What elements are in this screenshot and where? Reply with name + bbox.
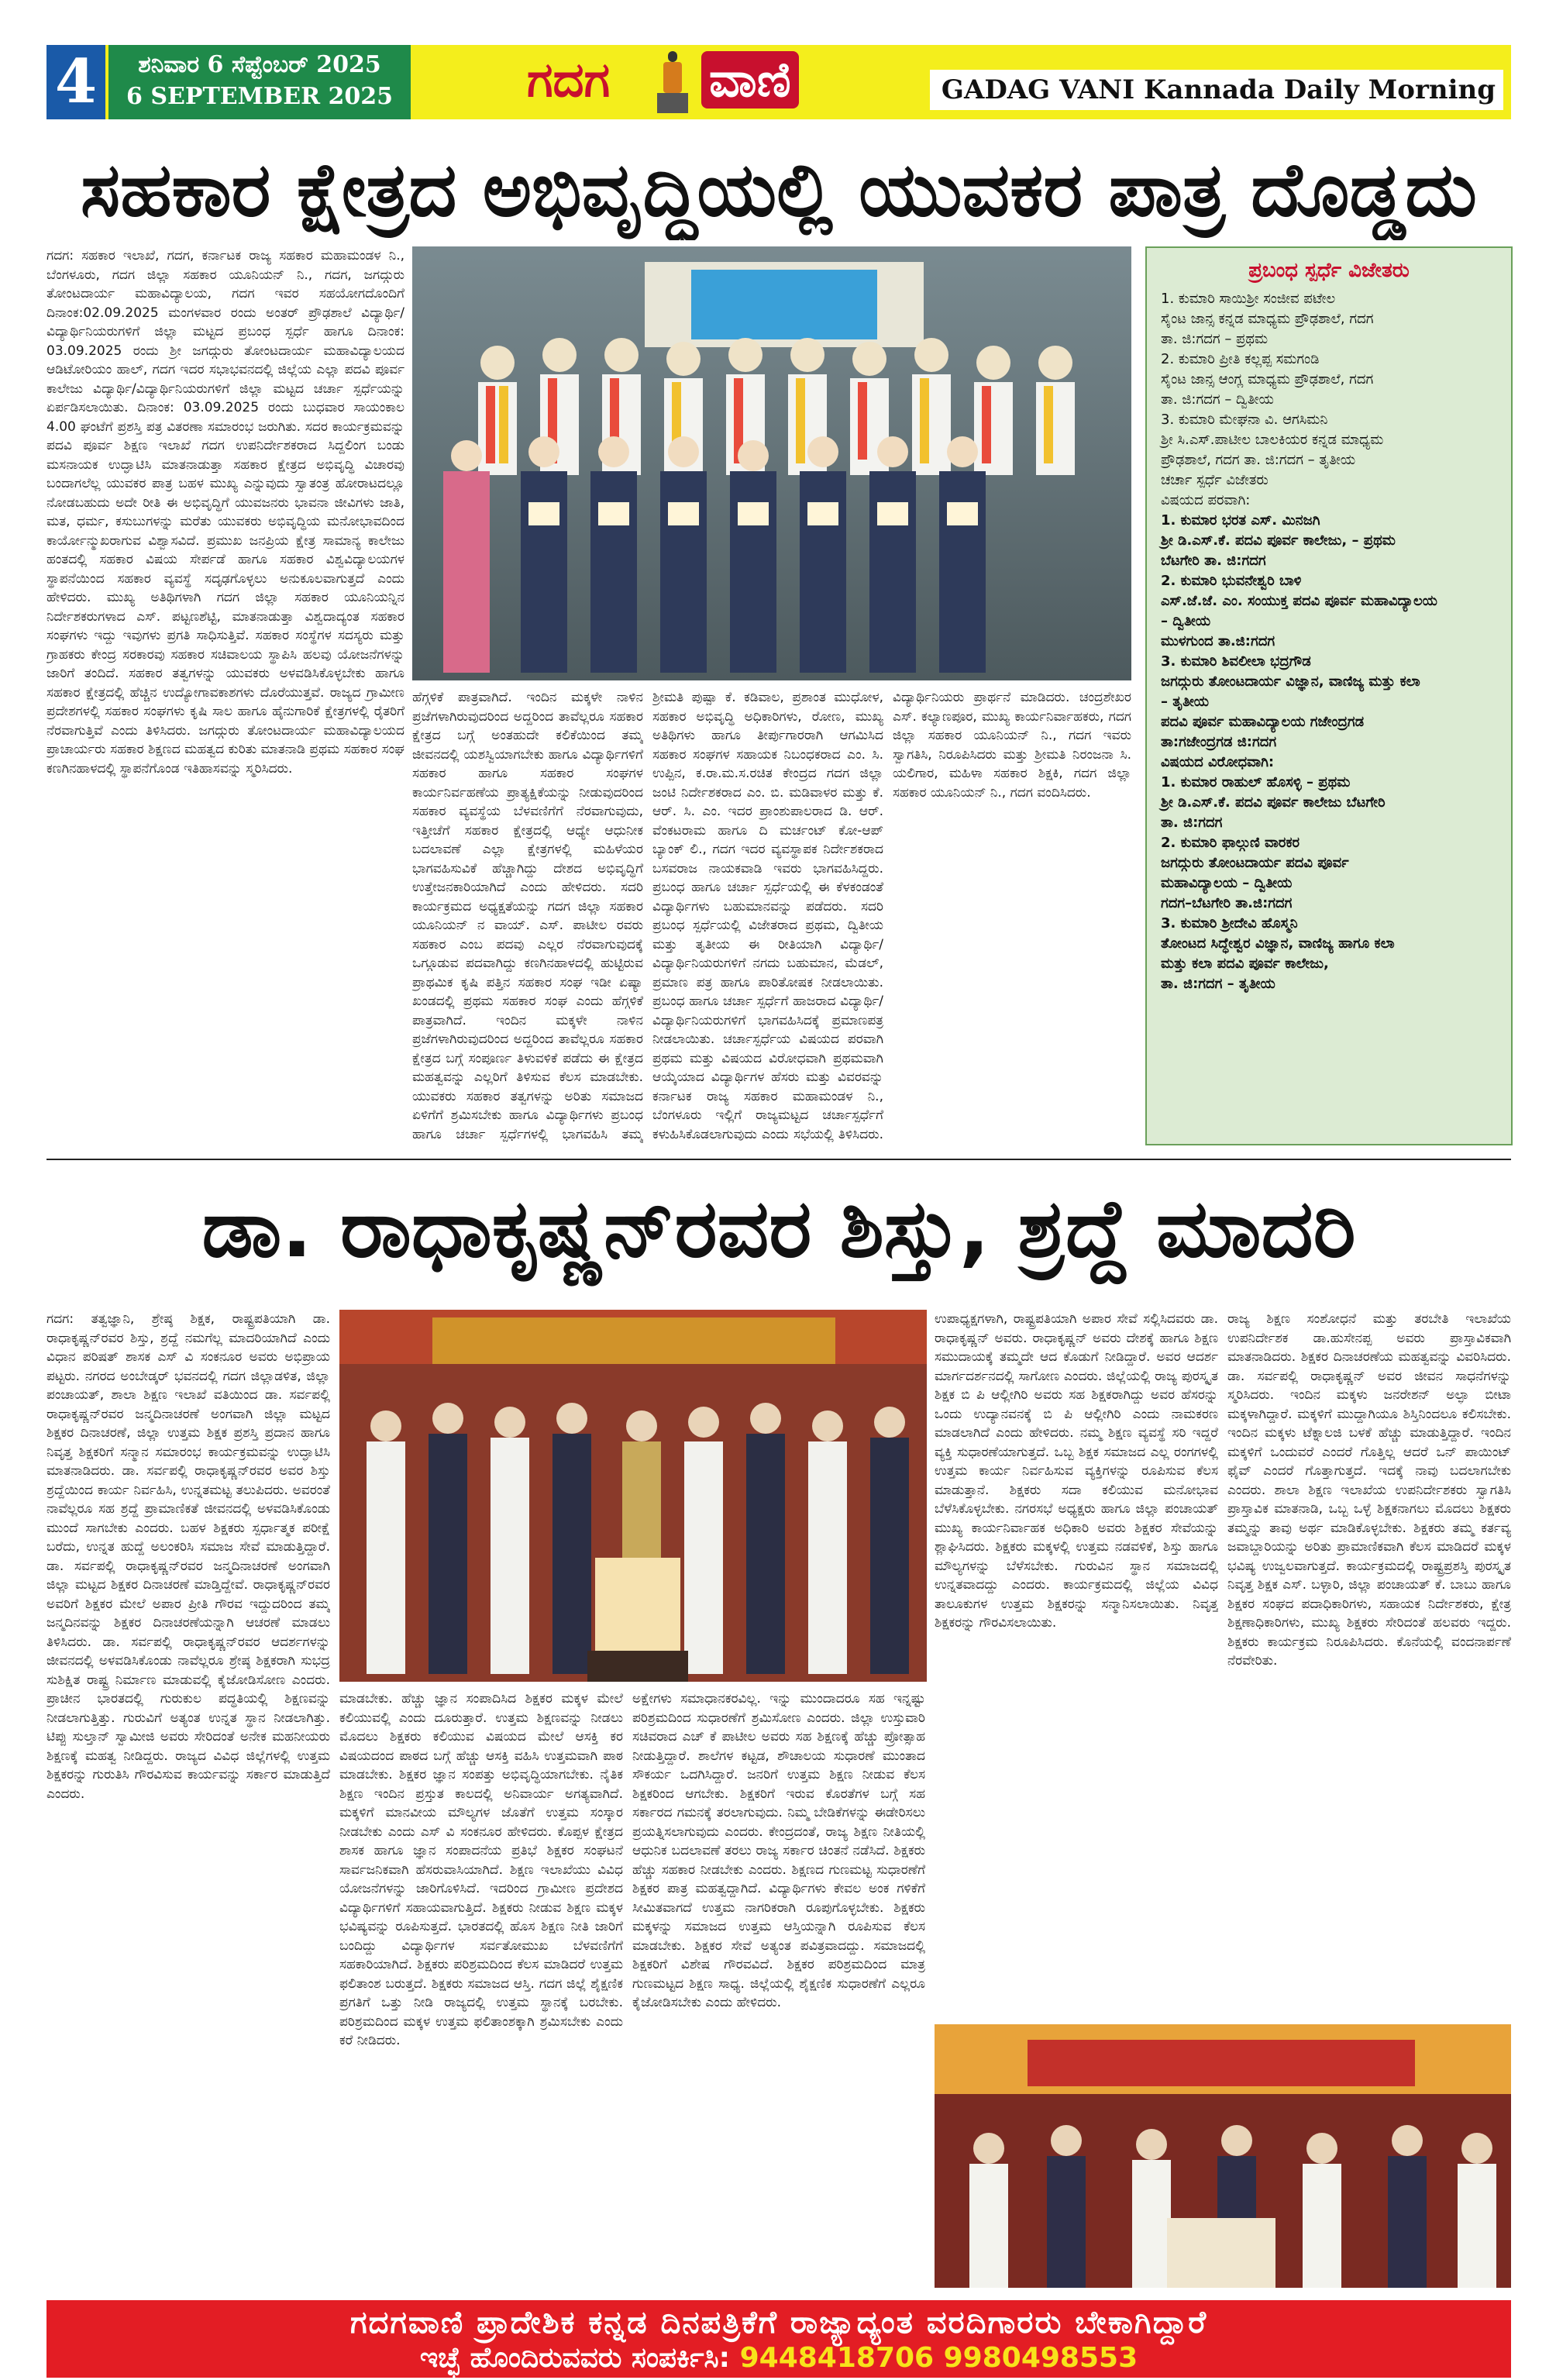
article1-headline: ಸಹಕಾರ ಕ್ಷೇತ್ರದ ಅಭಿವೃದ್ಧಿಯಲ್ಲಿ ಯುವಕರ ಪಾತ್ರ ದೊಡ್ಡದು xyxy=(81,146,1477,233)
footer-phone[interactable]: 9448418706 9980498553 xyxy=(739,2342,1138,2374)
article1-column-1 xyxy=(46,246,404,1145)
winner-line: 3. ಕುಮಾರಿ ಶಿವಲೀಲಾ ಭದ್ರಗೌಡ xyxy=(1161,653,1311,670)
logo-text-right: ವಾಣಿ xyxy=(701,51,799,108)
winner-line: – ತೃತೀಯ xyxy=(1161,694,1210,710)
winner-line: ವಿಷಯದ ಪರವಾಗಿ: xyxy=(1161,492,1251,508)
winner-line: ಪ್ರೌಢಶಾಲೆ, ಗದಗ ತಾ. ಜಿ:ಗದಗ – ತೃತೀಯ xyxy=(1161,452,1356,468)
date-box xyxy=(108,45,411,119)
article2-column-1 xyxy=(46,1310,330,2288)
winner-line: ತಾ. ಜಿ:ಗದಗ – ಪ್ರಥಮ xyxy=(1161,331,1269,347)
winner-line: ಮತ್ತು ಕಲಾ ಪದವಿ ಪೂರ್ವ ಕಾಲೇಜು, xyxy=(1161,956,1329,972)
statue-logo-icon xyxy=(649,46,696,118)
winner-line: 1. ಕುಮಾರ ರಾಹುಲ್ ಹೊಸಳ್ಳಿ – ಪ್ರಥಮ xyxy=(1161,774,1351,790)
footer-line-1: ಗದಗವಾಣಿ ಪ್ರಾದೇಶಿಕ ಕನ್ನಡ ದಿನಪತ್ರಿಕೆಗೆ ರಾಜ್ಯಾದ್ಯಂತ ವರದಿಗಾರರು ಬೇಕಾಗಿದ್ದಾರೆ xyxy=(349,2305,1208,2340)
winner-line: ಮುಳಗುಂದ ತಾ.ಜಿ:ಗದಗ xyxy=(1161,633,1275,649)
winner-line: ಜಗದ್ಗುರು ತೋಂಟದಾರ್ಯ ಪದವಿ ಪೂರ್ವ xyxy=(1161,855,1349,871)
article2-column-3 xyxy=(632,1689,925,2288)
cake-cutting-photo-icon xyxy=(339,1310,927,1682)
winner-line: ಬೆಟಗೇರಿ ತಾ. ಜಿ:ಗದಗ xyxy=(1161,553,1266,569)
article2-column-2 xyxy=(339,1689,623,2288)
article2-col1-text: ಗದಗ: ತತ್ವಜ್ಞಾನಿ, ಶ್ರೇಷ್ಠ ಶಿಕ್ಷಕ, ರಾಷ್ಟ್ರಪತಿಯಾಗಿ ಡಾ. ರಾಧಾಕೃಷ್ಣನ್‌ರವರ ಶಿಸ್ತು, ಶ್ರದ್ದೆ ನಮಗೆಲ್ಲ ಮಾದರಿಯಾಗಿದೆ ಎಂದು ವಿಧಾನ ಪರಿಷತ್ ಶಾಸಕ ಎಸ್ ವಿ ಸಂಕನೂರ ಅವರು ಅಭಿಪ್ರಾಯ ಪಟ್ಟರು. ನಗರದ ಅಂಬೇಡ್ಕರ್ ಭವನದಲ್ಲಿ ಗದಗ ಜಿಲ್ಲಾಡಳಿತ, ಜಿಲ್ಲಾ ಪಂಚಾಯತ್, ಶಾಲಾ ಶಿಕ್ಷಣ ಇಲಾಖೆ ವತಿಯಿಂದ ಡಾ. ಸರ್ವಪಲ್ಲಿ ರಾಧಾಕೃಷ್ಣನ್‌ರವರ ಜನ್ಮದಿನಾಚರಣೆ ಅಂಗವಾಗಿ ಜಿಲ್ಲಾ ಮಟ್ಟದ ಶಿಕ್ಷಕರ ದಿನಾಚರಣೆ, ಜಿಲ್ಲಾ ಉತ್ತಮ ಶಿಕ್ಷಕ ಪ್ರಶಸ್ತಿ ಪ್ರದಾನ ಹಾಗೂ ನಿವೃತ್ತ ಶಿಕ್ಷಕರಿಗೆ ಸನ್ಮಾನ ಸಮಾರಂಭ ಕಾರ್ಯಕ್ರಮವನ್ನು ಉದ್ಘಾಟಿಸಿ ಮಾತನಾಡಿದರು. ಡಾ. ಸರ್ವಪಲ್ಲಿ ರಾಧಾಕೃಷ್ಣನ್‌ರವರ ಅವರ ಶಿಸ್ತು ಶ್ರದ್ದೆಯಿಂದ ಕಾರ್ಯ ನಿರ್ವಹಿಸಿ, ಉನ್ನತಮಟ್ಟ ತಲುಪಿದರು. ಅವರಂತೆ ನಾವೆಲ್ಲರೂ ಸಹ ಶ್ರದ್ದೆ ಪ್ರಾಮಾಣಿಕತೆ ಜೀವನದಲ್ಲಿ ಅಳವಡಿಸಿಕೊಂಡು ಮುಂದೆ ಸಾಗಬೇಕು ಎಂದರು. ಬಹಳ ಶಿಕ್ಷಕರು ಸ್ಪರ್ಧಾತ್ಮಕ ಪರೀಕ್ಷೆ ಬರೆದು, ಉನ್ನತ ಹುದ್ದೆ ಅಲಂಕರಿಸಿ ಸಮಾಜ ಸೇವೆ ಮಾಡುತ್ತಿದ್ದಾರೆ. ಡಾ. ಸರ್ವಪಲ್ಲಿ ರಾಧಾಕೃಷ್ಣನ್‌ರವರ ಜನ್ಮದಿನಾಚರಣೆ ಅಂಗವಾಗಿ ಜಿಲ್ಲಾ ಮಟ್ಟದ ಶಿಕ್ಷಕರ ದಿನಾಚರಣೆ ಮಾಡ್ತಿದ್ದೇವೆ. ರಾಧಾಕೃಷ್ಣನ್‌ರವರ ಅವರಿಗೆ ಶಿಕ್ಷಕರ ಮೇಲೆ ಅಪಾರ ಪ್ರೀತಿ ಗೌರವ ಇದ್ದುದರಿಂದ ತಮ್ಮ ಜನ್ಮದಿನವನ್ನು ಶಿಕ್ಷಕರ ದಿನಾಚರಣೆಯನ್ನಾಗಿ ಆಚರಣೆ ಮಾಡಲು ತಿಳಿಸಿದರು. ಡಾ. ಸರ್ವಪಲ್ಲಿ ರಾಧಾಕೃಷ್ಣನ್‌ರವರ ಆದರ್ಶಗಳನ್ನು ಜೀವನದಲ್ಲಿ ಅಳವಡಿಸಿಕೊಂಡು ನಾವೆಲ್ಲರೂ ಶ್ರೇಷ್ಠ ಶಿಕ್ಷಕರಾಗಿ ಸುಭದ್ರ ಸುಶಿಕ್ಷಿತ ರಾಷ್ಟ್ರ ನಿರ್ಮಾಣ ಮಾಡುವಲ್ಲಿ ಕೈಜೋಡಿಸೋಣ ಎಂದರು. ಪ್ರಾಚೀನ ಭಾರತದಲ್ಲಿ ಗುರುಕುಲ ಪದ್ಧತಿಯಲ್ಲಿ ಶಿಕ್ಷಣವನ್ನು ನೀಡಲಾಗುತ್ತಿತ್ತು. ಗುರುವಿಗೆ ಅತ್ಯಂತ ಉನ್ನತ ಸ್ಥಾನ ನೀಡಲಾಗಿತ್ತು. ಟಿಪ್ಪು ಸುಲ್ತಾನ್ ಸ್ವಾಮೀಜಿ ಅವರು ಸೇರಿದಂತೆ ಅನೇಕ ಮಹನೀಯರು ಶಿಕ್ಷಣಕ್ಕೆ ಮಹತ್ವ ನೀಡಿದ್ದರು. ರಾಜ್ಯದ ವಿವಿಧ ಜಿಲ್ಲೆಗಳಲ್ಲಿ ಉತ್ತಮ ಶಿಕ್ಷಕರನ್ನು ಗುರುತಿಸಿ ಗೌರವಿಸುವ ಕಾರ್ಯವನ್ನು ಸರ್ಕಾರ ಮಾಡುತ್ತಿದೆ ಎಂದರು. xyxy=(46,1311,330,1802)
page-number: 4 xyxy=(46,45,105,119)
article2-photo xyxy=(339,1310,927,1682)
article1-column-4 xyxy=(893,688,1131,1145)
article1-col3-text: ಶ್ರೀಮತಿ ಪುಷ್ಪಾ ಕೆ. ಕಡಿವಾಲ, ಪ್ರಶಾಂತ ಮುಧೋಳ, ಸಹಕಾರ ಅಭಿವೃದ್ಧಿ ಅಧಿಕಾರಿಗಳು, ರೋಣ, ಮುಖ್ಯ ಅತಿಥಿಗಳು ಹಾಗೂ ತೀರ್ಪುಗಾರರಾಗಿ ಆಗಮಿಸಿದ ಸಹಕಾರ ಸಂಘಗಳ ಸಹಾಯಕ ನಿಬಂಧಕರಾದ ಎಂ. ಸಿ. ಉಪ್ಪಿನ, ಕ.ರಾ.ಮ.ಸ.ರಚಿತ ಕೇಂದ್ರದ ಗದಗ ಜಿಲ್ಲಾ ಜಂಟಿ ನಿರ್ದೇಶಕರಾದ ಎಂ. ಬಿ. ಮಡಿವಾಳರ ಮತ್ತು ಕೆ. ಆರ್. ಸಿ. ಎಂ. ಇದರ ಪ್ರಾಂಶುಪಾಲರಾದ ಡಿ. ಆರ್. ವೆಂಕಟರಾಮ ಹಾಗೂ ದಿ ಮರ್ಚಂಟ್ ಕೋ-ಆಪ್ ಬ್ಯಾಂಕ್ ಲಿ., ಗದಗ ಇದರ ವ್ಯವಸ್ಥಾಪಕ ನಿರ್ದೇಶಕರಾದ ಬಸವರಾಜ ನಾಯಕವಾಡಿ ಇವರು ಭಾಗವಹಿಸಿದ್ದರು. ಪ್ರಬಂಧ ಹಾಗೂ ಚರ್ಚಾ ಸ್ಪರ್ಧೆಯಲ್ಲಿ ಈ ಕೆಳಕಂಡಂತೆ ವಿದ್ಯಾರ್ಥಿಗಳು ಬಹುಮಾನವನ್ನು ಪಡೆದರು. ಸದರಿ ಪ್ರಬಂಧ ಸ್ಪರ್ಧೆಯಲ್ಲಿ ವಿಜೇತರಾದ ಪ್ರಥಮ, ದ್ವಿತೀಯ ಮತ್ತು ತೃತೀಯ ಈ ರೀತಿಯಾಗಿ ವಿದ್ಯಾರ್ಥಿ/ವಿದ್ಯಾರ್ಥಿನಿಯರುಗಳಿಗೆ ನಗದು ಬಹುಮಾನ, ಮೆಡಲ್, ಪ್ರಮಾಣ ಪತ್ರ ಹಾಗೂ ಪಾರಿತೋಷಕ ನೀಡಲಾಯಿತು. ಪ್ರಬಂಧ ಹಾಗೂ ಚರ್ಚಾ ಸ್ಪರ್ಧೆಗೆ ಹಾಜರಾದ ವಿದ್ಯಾರ್ಥಿ/ವಿದ್ಯಾರ್ಥಿನಿಯರುಗಳಿಗೆ ಭಾಗವಹಿಸಿದಕ್ಕೆ ಪ್ರಮಾಣಪತ್ರ ನೀಡಲಾಯಿತು. ಚರ್ಚಾಸ್ಪರ್ಧೆಯ ವಿಷಯದ ಪರವಾಗಿ ಪ್ರಥಮ ಮತ್ತು ವಿಷಯದ ವಿರೋಧವಾಗಿ ಪ್ರಥಮವಾಗಿ ಆಯ್ಕೆಯಾದ ವಿದ್ಯಾರ್ಥಿಗಳ ಹೆಸರು ಮತ್ತು ವಿವರವನ್ನು ಕರ್ನಾಟಕ ರಾಜ್ಯ ಸಹಕಾರ ಮಹಾಮಂಡಳ ನಿ., ಬೆಂಗಳೂರು ಇಲ್ಲಿಗೆ ರಾಜ್ಯಮಟ್ಟದ ಚರ್ಚಾಸ್ಪರ್ಧೆಗೆ ಕಳುಹಿಸಿಕೊಡಲಾಗುವುದು ಎಂದು ಸಭೆಯಲ್ಲಿ ತಿಳಿಸಿದರು. xyxy=(652,690,883,1142)
winners-title: ಪ್ರಬಂಧ ಸ್ಪರ್ಧೆ ವಿಜೇತರು xyxy=(1248,259,1410,282)
winner-line: ಗದಗ–ಬೆಟಗೇರಿ ತಾ.ಜಿ:ಗದಗ xyxy=(1161,895,1293,911)
winners-box xyxy=(1145,246,1513,1145)
winner-line: – ದ್ವಿತೀಯ xyxy=(1161,613,1211,629)
winner-line: ಶ್ರೀ ಸಿ.ಎಸ್.ಪಾಟೀಲ ಬಾಲಕಿಯರ ಕನ್ನಡ ಮಾಧ್ಯಮ xyxy=(1161,432,1384,448)
footer-line-2 xyxy=(46,2342,1511,2375)
award-group-photo-icon xyxy=(412,246,1131,680)
felicitation-photo-icon xyxy=(935,2024,1511,2288)
article2-col3-text: ಅಕ್ಷೇಗಳು ಸಮಾಧಾನಕರವಿಲ್ಲ. ಇನ್ನು ಮುಂದಾದರೂ ಸಹ ಇನ್ನಷ್ಟು ಪರಿಶ್ರಮದಿಂದ ಸುಧಾರಣೆಗೆ ಶ್ರಮಿಸೋಣ ಎಂದರು. ಜಿಲ್ಲಾ ಉಸ್ತುವಾರಿ ಸಚಿವರಾದ ಎಚ್ ಕೆ ಪಾಟೀಲ ಅವರು ಸಹ ಶಿಕ್ಷಣಕ್ಕೆ ಹೆಚ್ಚು ಪ್ರೋತ್ಸಾಹ ನೀಡುತ್ತಿದ್ದಾರೆ. ಶಾಲೆಗಳ ಕಟ್ಟಡ, ಶೌಚಾಲಯ ಸುಧಾರಣೆ ಮುಂತಾದ ಸೌಕರ್ಯ ಒದಗಿಸಿದ್ದಾರೆ. ಜನರಿಗೆ ಉತ್ತಮ ಶಿಕ್ಷಣ ನೀಡುವ ಕೆಲಸ ಶಿಕ್ಷಕರಿಂದ ಆಗಬೇಕು. ಶಿಕ್ಷಕರಿಗೆ ಇರುವ ಕೊರತೆಗಳ ಬಗ್ಗೆ ಸಹ ಸರ್ಕಾರದ ಗಮನಕ್ಕೆ ತರಲಾಗುವುದು. ನಿಮ್ಮ ಬೇಡಿಕೆಗಳನ್ನು ಈಡೇರಿಸಲು ಪ್ರಯತ್ನಿಸಲಾಗುವುದು ಎಂದರು. ಕೇಂದ್ರದಂತೆ, ರಾಜ್ಯ ಶಿಕ್ಷಣ ನೀತಿಯಲ್ಲಿ ಆಧುನಿಕ ಬದಲಾವಣೆ ತರಲು ರಾಜ್ಯ ಸರ್ಕಾರ ಚಿಂತನೆ ನಡೆಸಿದೆ. ಶಿಕ್ಷಕರು ಹೆಚ್ಚು ಸಹಕಾರ ನೀಡಬೇಕು ಎಂದರು. ಶಿಕ್ಷಣದ ಗುಣಮಟ್ಟ ಸುಧಾರಣೆಗೆ ಶಿಕ್ಷಕರ ಪಾತ್ರ ಮಹತ್ವದ್ದಾಗಿದೆ. ವಿದ್ಯಾರ್ಥಿಗಳು ಕೇವಲ ಅಂಕ ಗಳಿಕೆಗೆ ಸೀಮಿತವಾಗದೆ ಉತ್ತಮ ನಾಗರಿಕರಾಗಿ ರೂಪುಗೊಳ್ಳಬೇಕು. ಶಿಕ್ಷಕರು ಮಕ್ಕಳನ್ನು ಸಮಾಜದ ಉತ್ತಮ ಆಸ್ತಿಯನ್ನಾಗಿ ರೂಪಿಸುವ ಕೆಲಸ ಮಾಡಬೇಕು. ಶಿಕ್ಷಕರ ಸೇವೆ ಅತ್ಯಂತ ಪವಿತ್ರವಾದದ್ದು. ಸಮಾಜದಲ್ಲಿ ಶಿಕ್ಷಕರಿಗೆ ವಿಶೇಷ ಗೌರವವಿದೆ. ಶಿಕ್ಷಕರ ಪರಿಶ್ರಮದಿಂದ ಮಾತ್ರ ಗುಣಮಟ್ಟದ ಶಿಕ್ಷಣ ಸಾಧ್ಯ. ಜಿಲ್ಲೆಯಲ್ಲಿ ಶೈಕ್ಷಣಿಕ ಸುಧಾರಣೆಗೆ ಎಲ್ಲರೂ ಕೈಜೋಡಿಸಬೇಕು ಎಂದು ಹೇಳಿದರು. xyxy=(632,1691,925,2010)
date-kannada: ಶನಿವಾರ 6 ಸೆಪ್ಟೆಂಬರ್ 2025 xyxy=(138,51,381,78)
winner-line: 1. ಕುಮಾರಿ ಸಾಯಿಶ್ರೀ ಸಂಜೀವ ಪಟೇಲ xyxy=(1161,291,1336,307)
winner-line: 2. ಕುಮಾರಿ ಭುವನೇಶ್ವರಿ ಬಾಳಿ xyxy=(1161,573,1302,589)
winner-line: ಪದವಿ ಪೂರ್ವ ಮಹಾವಿದ್ಯಾಲಯ ಗಜೇಂದ್ರಗಡ xyxy=(1161,714,1365,730)
winner-line: 1. ಕುಮಾರ ಭರತ ಎಸ್. ಮಿನಜಗಿ xyxy=(1161,512,1320,529)
logo-text-left: ಗದಗ xyxy=(527,51,611,108)
winner-line: 2. ಕುಮಾರಿ ಫಾಲ್ಗುಣಿ ವಾರಕರ xyxy=(1161,835,1300,851)
article1-column-2 xyxy=(412,688,643,1145)
winner-line: ಸೈಂಟ ಜಾನ್ಸ ಆಂಗ್ಲ ಮಾಧ್ಯಮ ಪ್ರೌಢಶಾಲೆ, ಗದಗ xyxy=(1161,371,1374,387)
winner-line: ಚರ್ಚಾ ಸ್ಪರ್ಧೆ ವಿಜೇತರು xyxy=(1161,472,1269,488)
winner-line: ಮಹಾವಿದ್ಯಾಲಯ – ದ್ವಿತೀಯ xyxy=(1161,875,1293,891)
winner-line: 2. ಕುಮಾರಿ ಪ್ರೀತಿ ಕಲ್ಲಪ್ಪ ಸಮಗಂಡಿ xyxy=(1161,351,1320,367)
article2-col2-text: ಮಾಡಬೇಕು. ಹೆಚ್ಚು ಜ್ಞಾನ ಸಂಪಾದಿಸಿದ ಶಿಕ್ಷಕರ ಮಕ್ಕಳ ಮೇಲೆ ಕಲಿಯುವಲ್ಲಿ ಎಂದು ದೂರುತ್ತಾರೆ. ಉತ್ತಮ ಶಿಕ್ಷಣವನ್ನು ನೀಡಲು ಮೊದಲು ಶಿಕ್ಷಕರು ಕಲಿಯುವ ವಿಷಯದ ಮೇಲೆ ಆಸಕ್ತಿ ಕರ ವಿಷಯದಂದ ಪಾಠದ ಬಗ್ಗೆ ಹೆಚ್ಚು ಆಸಕ್ತಿ ವಹಿಸಿ ಉತ್ತಮವಾಗಿ ಪಾಠ ಮಾಡಬೇಕು. ಶಿಕ್ಷಕರ ಜ್ಞಾನ ಸಂಪತ್ತು ಅಭಿವೃದ್ಧಿಯಾಗಬೇಕು. ನೈತಿಕ ಶಿಕ್ಷಣ ಇಂದಿನ ಪ್ರಸ್ತುತ ಕಾಲದಲ್ಲಿ ಅನಿವಾರ್ಯ ಅಗತ್ಯವಾಗಿದೆ. ಮಕ್ಕಳಿಗೆ ಮಾನವೀಯ ಮೌಲ್ಯಗಳ ಜೊತೆಗೆ ಉತ್ತಮ ಸಂಸ್ಕಾರ ನೀಡಬೇಕು ಎಂದು ಎಸ್ ವಿ ಸಂಕನೂರ ಹೇಳಿದರು. ಕೊಪ್ಪಳ ಕ್ಷೇತ್ರದ ಶಾಸಕ ಹಾಗೂ ಜ್ಞಾನ ಸಂಪಾದನೆಯ ಪ್ರತಿಭೆ ಶಿಕ್ಷಕರ ಸಂಘಟನೆ ಸಾರ್ವಜನಿಕವಾಗಿ ಹೆಸರುವಾಸಿಯಾಗಿದೆ. ಶಿಕ್ಷಣ ಇಲಾಖೆಯು ವಿವಿಧ ಯೋಜನೆಗಳನ್ನು ಜಾರಿಗೊಳಿಸಿದೆ. ಇದರಿಂದ ಗ್ರಾಮೀಣ ಪ್ರದೇಶದ ವಿದ್ಯಾರ್ಥಿಗಳಿಗೆ ಸಹಾಯವಾಗುತ್ತಿದೆ. ಶಿಕ್ಷಕರು ನೀಡುವ ಶಿಕ್ಷಣ ಮಕ್ಕಳ ಭವಿಷ್ಯವನ್ನು ರೂಪಿಸುತ್ತದೆ. ಭಾರತದಲ್ಲಿ ಹೊಸ ಶಿಕ್ಷಣ ನೀತಿ ಜಾರಿಗೆ ಬಂದಿದ್ದು ವಿದ್ಯಾರ್ಥಿಗಳ ಸರ್ವತೋಮುಖ ಬೆಳವಣಿಗೆಗೆ ಸಹಕಾರಿಯಾಗಿದೆ. ಶಿಕ್ಷಕರು ಪರಿಶ್ರಮದಿಂದ ಕೆಲಸ ಮಾಡಿದರೆ ಉತ್ತಮ ಫಲಿತಾಂಶ ಬರುತ್ತದೆ. ಶಿಕ್ಷಕರು ಸಮಾಜದ ಆಸ್ತಿ. ಗದಗ ಜಿಲ್ಲೆ ಶೈಕ್ಷಣಿಕ ಪ್ರಗತಿಗೆ ಒತ್ತು ನೀಡಿ ರಾಜ್ಯದಲ್ಲಿ ಉತ್ತಮ ಸ್ಥಾನಕ್ಕೆ ಬರಬೇಕು. ಪರಿಶ್ರಮದಿಂದ ಮಕ್ಕಳ ಉತ್ತಮ ಫಲಿತಾಂಶಕ್ಕಾಗಿ ಶ್ರಮಿಸಬೇಕು ಎಂದು ಕರೆ ನೀಡಿದರು. xyxy=(339,1691,623,2048)
winner-line: ತೋಂಟದ ಸಿದ್ಧೇಶ್ವರ ವಿಜ್ಞಾನ, ವಾಣಿಜ್ಯ ಹಾಗೂ ಕಲಾ xyxy=(1161,935,1395,952)
article1-col2-text: ಹೆಗ್ಗಳಿಕೆ ಪಾತ್ರವಾಗಿದೆ. ಇಂದಿನ ಮಕ್ಕಳೇ ನಾಳಿನ ಪ್ರಜೆಗಳಾಗಿರುವುದರಿಂದ ಅದ್ದರಿಂದ ತಾವೆಲ್ಲರೂ ಸಹಕಾರ ಕ್ಷೇತ್ರದ ಬಗ್ಗೆ ಅಂತಹುದೇ ಕಲಿಕೆಯಿಂದ ತಮ್ಮ ಜೀವನದಲ್ಲಿ ಯಶಸ್ವಿಯಾಗಬೇಕು ಹಾಗೂ ವಿದ್ಯಾರ್ಥಿಗಳಿಗೆ ಸಹಕಾರ ಹಾಗೂ ಸಹಕಾರ ಸಂಘಗಳ ಕಾರ್ಯನಿರ್ವಹಣೆಯ ಪ್ರಾತ್ಯಕ್ಷಿಕೆಯನ್ನು ನೀಡುವುದರಿಂದ ಸಹಕಾರ ವ್ಯವಸ್ಥೆಯ ಬೆಳವಣಿಗೆಗೆ ನೆರವಾಗುವುದು, ಇತ್ತೀಚೆಗೆ ಸಹಕಾರ ಕ್ಷೇತ್ರದಲ್ಲಿ ಆಧ್ಯೇ ಆಧುನೀಕ ಬದಲಾವಣೆ ಎಲ್ಲಾ ಕ್ಷೇತ್ರಗಳಲ್ಲಿ ಮಹಿಳೆಯರ ಭಾಗವಹಿಸುವಿಕೆ ಹೆಚ್ಚಾಗಿದ್ದು ದೇಶದ ಅಭಿವೃದ್ಧಿಗೆ ಉತ್ತೇಜನಕಾರಿಯಾಗಿದೆ ಎಂದು ಹೇಳಿದರು. ಸದರಿ ಕಾರ್ಯಕ್ರಮದ ಅಧ್ಯಕ್ಷತೆಯನ್ನು ಗದಗ ಜಿಲ್ಲಾ ಸಹಕಾರ ಯೂನಿಯನ್ ನ ವಾಯ್. ಎಸ್. ಪಾಟೀಲ ರವರು ಸಹಕಾರ ಎಂಬ ಪದವು ಎಲ್ಲರ ನೆರವಾಗುವುದಕ್ಕೆ ಒಗ್ಗೂಡುವ ಪದವಾಗಿದ್ದು ಕಣಗಿನಹಾಳದಲ್ಲಿ ಹುಟ್ಟಿರುವ ಪ್ರಾಥಮಿಕ ಕೃಷಿ ಪತ್ತಿನ ಸಹಕಾರ ಸಂಘ ಇಡೀ ಏಷ್ಯಾ ಖಂಡದಲ್ಲಿ ಪ್ರಥಮ ಸಹಕಾರ ಸಂಘ ಎಂದು ಹೆಗ್ಗಳಿಕೆ ಪಾತ್ರವಾಗಿದೆ. ಇಂದಿನ ಮಕ್ಕಳೇ ನಾಳಿನ ಪ್ರಜೆಗಳಾಗಿರುವುದರಿಂದ ಅದ್ದರಿಂದ ತಾವೆಲ್ಲರೂ ಸಹಕಾರ ಕ್ಷೇತ್ರದ ಬಗ್ಗೆ ಸಂಪೂರ್ಣ ತಿಳುವಳಿಕೆ ಪಡೆದು ಈ ಕ್ಷೇತ್ರದ ಮಹತ್ವವನ್ನು ಎಲ್ಲರಿಗೆ ತಿಳಿಸುವ ಕೆಲಸ ಮಾಡಬೇಕು. ಯುವಕರು ಸಹಕಾರ ತತ್ವಗಳನ್ನು ಅರಿತು ಸಮಾಜದ ಏಳಿಗೆಗೆ ಶ್ರಮಿಸಬೇಕು ಹಾಗೂ ವಿದ್ಯಾರ್ಥಿಗಳು ಪ್ರಬಂಧ ಹಾಗೂ ಚರ್ಚಾ ಸ್ಪರ್ಧೆಗಳಲ್ಲಿ ಭಾಗವಹಿಸಿ ತಮ್ಮ xyxy=(412,690,643,1142)
footer-contact-label: ಇಚ್ಛೆ ಹೊಂದಿರುವವರು ಸಂಪರ್ಕಿಸಿ: xyxy=(419,2342,731,2374)
section-divider xyxy=(46,1159,1511,1160)
article2-col5-text: ರಾಜ್ಯ ಶಿಕ್ಷಣ ಸಂಶೋಧನೆ ಮತ್ತು ತರಬೇತಿ ಇಲಾಖೆಯ ಉಪನಿರ್ದೇಶಕ ಡಾ.ಹುಸೇನಪ್ಪ ಅವರು ಪ್ರಾಸ್ತಾವಿಕವಾಗಿ ಮಾತನಾಡಿದರು. ಶಿಕ್ಷಕರ ದಿನಾಚರಣೆಯ ಮಹತ್ವವನ್ನು ವಿವರಿಸಿದರು. ಡಾ. ಸರ್ವಪಲ್ಲಿ ರಾಧಾಕೃಷ್ಣನ್ ಅವರ ಜೀವನ ಸಾಧನೆಗಳನ್ನು ಸ್ಮರಿಸಿದರು. ಇಂದಿನ ಮಕ್ಕಳು ಜನರೇಶನ್ ಅಲ್ಫಾ ಬೀಟಾ ಮಕ್ಕಳಾಗಿದ್ದಾರೆ. ಮಕ್ಕಳಿಗೆ ಮುದ್ದಾಗಿಯೂ ಶಿಸ್ತಿನಿಂದಲೂ ಕಲಿಸಬೇಕು. ಇಂದಿನ ಮಕ್ಕಳು ಟೆಕ್ನಾಲಜಿ ಬಳಕೆ ಹೆಚ್ಚು ಮಾಡುತ್ತಿದ್ದಾರೆ. ಇಂದಿನ ಮಕ್ಕಳಿಗೆ ಒಂದುವರೆ ಎಂದರೆ ಗೊತ್ತಿಲ್ಲ ಆದರೆ ಒನ್ ಪಾಯಿಂಟ್ ಫೈವ್ ಎಂದರೆ ಗೊತ್ತಾಗುತ್ತದೆ. ಇದಕ್ಕೆ ನಾವು ಬದಲಾಗಬೇಕು ಎಂದರು. ಶಾಲಾ ಶಿಕ್ಷಣ ಇಲಾಖೆಯ ಉಪನಿರ್ದೇಶಕರು ಸ್ವಾಗತಿಸಿ ಪ್ರಾಸ್ತಾವಿಕ ಮಾತನಾಡಿ, ಒಬ್ಬ ಒಳ್ಳೆ ಶಿಕ್ಷಕನಾಗಲು ಮೊದಲು ಶಿಕ್ಷಕರು ತಮ್ಮನ್ನು ತಾವು ಅರ್ಥ ಮಾಡಿಕೊಳ್ಳಬೇಕು. ಶಿಕ್ಷಕರು ತಮ್ಮ ಕರ್ತವ್ಯ ಜವಾಬ್ದಾರಿಯನ್ನು ಅರಿತು ಪ್ರಾಮಾಣಿಕವಾಗಿ ಕೆಲಸ ಮಾಡಿದರೆ ಮಕ್ಕಳ ಭವಿಷ್ಯ ಉಜ್ವಲವಾಗುತ್ತದೆ. ಕಾರ್ಯಕ್ರಮದಲ್ಲಿ ರಾಷ್ಟ್ರಪ್ರಶಸ್ತಿ ಪುರಸ್ಕೃತ ನಿವೃತ್ತ ಶಿಕ್ಷಕ ಎಸ್. ಬಳ್ಳಾರಿ, ಜಿಲ್ಲಾ ಪಂಚಾಯತ್ ಕೆ. ಬಾಬು ಹಾಗೂ ಶಿಕ್ಷಕರ ಸಂಘದ ಪದಾಧಿಕಾರಿಗಳು, ಸಹಾಯಕ ನಿರ್ದೇಶಕರು, ಕ್ಷೇತ್ರ ಶಿಕ್ಷಣಾಧಿಕಾರಿಗಳು, ಮುಖ್ಯ ಶಿಕ್ಷಕರು ಸೇರಿದಂತೆ ಹಲವರು ಇದ್ದರು. ಶಿಕ್ಷಕರು ಕಾರ್ಯಕ್ರಮ ನಿರೂಪಿಸಿದರು. ಕೊನೆಯಲ್ಲಿ ವಂದನಾರ್ಪಣೆ ನೆರವೇರಿತು. xyxy=(1227,1311,1511,1669)
date-english: 6 SEPTEMBER 2025 xyxy=(126,83,393,110)
winner-line: ಜಗದ್ಗುರು ತೋಂಟದಾರ್ಯ ವಿಜ್ಞಾನ, ವಾಣಿಜ್ಯ ಮತ್ತು ಕಲಾ xyxy=(1161,673,1420,690)
paper-name: GADAG VANI Kannada Daily Morning xyxy=(930,70,1503,110)
winner-line: ತಾ. ಜಿ:ಗದಗ – ತೃತೀಯ xyxy=(1161,976,1275,992)
winner-line: ತಾ:ಗಜೇಂದ್ರಗಡ ಜಿ:ಗದಗ xyxy=(1161,734,1277,750)
winner-line: ಶ್ರೀ ಡಿ.ಎಸ್.ಕೆ. ಪದವಿ ಪೂರ್ವ ಕಾಲೇಜು, – ಪ್ರಥಮ xyxy=(1161,532,1396,549)
footer-banner xyxy=(46,2300,1511,2378)
winner-line: ವಿಷಯದ ವಿರೋಧವಾಗಿ: xyxy=(1161,754,1275,770)
article2-photo-2 xyxy=(935,2024,1511,2288)
winner-line: ತಾ. ಜಿ:ಗದಗ xyxy=(1161,815,1223,831)
article1-col1-text: ಗದಗ: ಸಹಕಾರ ಇಲಾಖೆ, ಗದಗ, ಕರ್ನಾಟಕ ರಾಜ್ಯ ಸಹಕಾರ ಮಹಾಮಂಡಳ ನಿ., ಬೆಂಗಳೂರು, ಗದಗ ಜಿಲ್ಲಾ ಸಹಕಾರ ಯೂನಿಯನ್ ನಿ., ಗದಗ, ಜಗದ್ಗುರು ತೋಂಟದಾರ್ಯ ಮಹಾವಿದ್ಯಾಲಯ, ಗದಗ ಇವರ ಸಹಯೋಗದೊಂದಿಗೆ ದಿನಾಂಕ:02.09.2025 ಮಂಗಳವಾರ ರಂದು ಅಂತರ್ ಪ್ರೌಢಶಾಲೆ ವಿದ್ಯಾರ್ಥಿ/ವಿದ್ಯಾರ್ಥಿನಿಯರುಗಳಿಗೆ ಜಿಲ್ಲಾ ಮಟ್ಟದ ಪ್ರಬಂಧ ಸ್ಪರ್ಧೆ ಹಾಗೂ ದಿನಾಂಕ: 03.09.2025 ರಂದು ಶ್ರೀ ಜಗದ್ಗುರು ತೋಂಟದಾರ್ಯ ಮಹಾವಿದ್ಯಾಲಯದ ಆಡಿಟೋರಿಯಂ ಹಾಲ್, ಗದಗ ಇದರ ಸಭಾಭವನದಲ್ಲಿ ಜಿಲ್ಲೆಯ ಎಲ್ಲಾ ಪದವಿ ಪೂರ್ವ ಕಾಲೇಜು ವಿದ್ಯಾರ್ಥಿ/ವಿದ್ಯಾರ್ಥಿನಿಯರುಗಳಿಗೆ ಜಿಲ್ಲಾ ಮಟ್ಟದ ಚರ್ಚಾ ಸ್ಪರ್ಧೆಯನ್ನು ಏರ್ಪಡಿಸಲಾಯಿತು. ದಿನಾಂಕ: 03.09.2025 ರಂದು ಬುಧವಾರ ಸಾಯಂಕಾಲ 4.00 ಘಂಟೆಗೆ ಪ್ರಶಸ್ತಿ ಪತ್ರ ವಿತರಣಾ ಸಮಾರಂಭ ಜರುಗಿತು. ಸದರ ಕಾರ್ಯಕ್ರಮವನ್ನು ಪದವಿ ಪೂರ್ವ ಶಿಕ್ಷಣ ಇಲಾಖೆ ಗದಗ ಉಪನಿರ್ದೇಶಕರಾದ ಸಿದ್ದಲಿಂಗ ಬಂಡು ಮಸನಾಯಕ ಉದ್ಘಾಟಿಸಿ ಮಾತನಾಡುತ್ತಾ ಸಹಕಾರ ಕ್ಷೇತ್ರದ ಅಭಿವೃದ್ಧಿ ವಿಚಾರವು ಬಂದಾಗಲೆಲ್ಲ ಯುವಕರ ಪಾತ್ರ ಬಹಳ ಮುಖ್ಯ ಎನ್ನುವುದು ಸ್ವಾತಂತ್ರ ಹೋರಾಟದಲ್ಲೂ ನೋಡಬಹುದು ಅದೇ ರೀತಿ ಈ ಅಭಿವೃದ್ಧಿಗೆ ಯುವಜನರು ಭಾವನಾ ಜೀವಿಗಳು ಜಾತಿ, ಮತ, ಧರ್ಮ, ಕಸುಬುಗಳನ್ನು ಮರೆತು ಯುವಕರು ಅಭಿವೃದ್ಧಿಯ ಮನೋಭಾವದಿಂದ ಕಾರ್ಯೋನ್ಮುಖರಾಗುವ ವಿಶ್ವಾಸವಿದೆ. ಪ್ರಮುಖ ಜನಪ್ರಿಯ ಕ್ಷೇತ್ರ ಸಾಮಾನ್ಯ ಕಾಲೇಜು ಹಂತದಲ್ಲಿ ಸಹಕಾರ ವಿಷಯ ಸೇರ್ಪಡೆ ಹಾಗೂ ಸಹಕಾರ ವಿಶ್ವವಿದ್ಯಾಲಯಗಳ ಸ್ಥಾಪನೆಯಿಂದ ಸಹಕಾರ ವ್ಯವಸ್ಥೆ ಸದೃಢಗೊಳ್ಳಲು ಅನುಕೂಲವಾಗುತ್ತದೆ ಎಂದು ಹೇಳಿದರು. ಮುಖ್ಯ ಅತಿಥಿಗಳಾಗಿ ಗದಗ ಜಿಲ್ಲಾ ಸಹಕಾರ ಯೂನಿಯನ್ನಿನ ನಿರ್ದೇಶಕರುಗಳಾದ ಎಸ್. ಪಟ್ಟಣಶೆಟ್ಟಿ, ಮಾತನಾಡುತ್ತಾ ವಿಶ್ವದಾದ್ಯಂತ ಸಹಕಾರ ಸಂಘಗಳು ಇದ್ದು ಇವುಗಳು ಪ್ರಗತಿ ಸಾಧಿಸುತ್ತಿವೆ. ಸಹಕಾರ ಸಂಸ್ಥೆಗಳ ಸದಸ್ಯರು ಮತ್ತು ಗ್ರಾಹಕರು ಕೇಂದ್ರ ಸರಕಾರವು ಸಹಕಾರ ಸಚಿವಾಲಯ ಸ್ಥಾಪಿಸಿ ಹಲವು ಯೋಜನೆಗಳನ್ನು ಜಾರಿಗೆ ತಂದಿದೆ. ಸಹಕಾರ ತತ್ವಗಳನ್ನು ಯುವಕರು ಅಳವಡಿಸಿಕೊಳ್ಳಬೇಕು ಹಾಗೂ ಸಹಕಾರ ಕ್ಷೇತ್ರದಲ್ಲಿ ಹೆಚ್ಚಿನ ಉದ್ಯೋಗಾವಕಾಶಗಳು ದೊರೆಯುತ್ತವೆ. ರಾಜ್ಯದ ಗ್ರಾಮೀಣ ಪ್ರದೇಶಗಳಲ್ಲಿ ಸಹಕಾರ ಸಂಘಗಳು ಕೃಷಿ ಸಾಲ ಹಾಗೂ ಹೈನುಗಾರಿಕೆ ಕ್ಷೇತ್ರಗಳಲ್ಲಿ ರೈತರಿಗೆ ನೆರವಾಗುತ್ತಿವೆ ಎಂದು ತಿಳಿಸಿದರು. ಜಗದ್ಗುರು ತೋಂಟದಾರ್ಯ ಮಹಾವಿದ್ಯಾಲಯದ ಪ್ರಾಚಾರ್ಯರು ಸಹಕಾರ ಶಿಕ್ಷಣದ ಮಹತ್ವದ ಕುರಿತು ಮಾತನಾಡಿ ಪ್ರಥಮ ಸಹಕಾರ ಸಂಘ ಕಣಗಿನಹಾಳದಲ್ಲಿ ಸ್ಥಾಪನೆಗೊಂಡ ಇತಿಹಾಸವನ್ನು ಸ್ಮರಿಸಿದರು. xyxy=(46,248,404,777)
winner-line: ಶ್ರೀ ಡಿ.ಎಸ್.ಕೆ. ಪದವಿ ಪೂರ್ವ ಕಾಲೇಜು ಬೆಟಗೇರಿ xyxy=(1161,794,1386,811)
winner-line: ತಾ. ಜಿ:ಗದಗ – ದ್ವಿತೀಯ xyxy=(1161,391,1274,408)
article2-headline: ಡಾ. ರಾಧಾಕೃಷ್ಣನ್‌ರವರ ಶಿಸ್ತು, ಶ್ರದ್ದೆ ಮಾದರಿ xyxy=(201,1181,1356,1276)
article1-photo xyxy=(412,246,1131,680)
article2-column-5 xyxy=(1227,1310,1511,2017)
winner-line: 3. ಕುಮಾರಿ ಶ್ರೀದೇವಿ ಹೊಸ್ಮನಿ xyxy=(1161,915,1298,932)
article1-column-3 xyxy=(652,688,883,1145)
winner-line: 3. ಕುಮಾರಿ ಮೇಘನಾ ವಿ. ಆಗಸಿಮನಿ xyxy=(1161,412,1328,428)
winner-line: ಎಸ್.ಜೆ.ಜೆ. ಎಂ. ಸಂಯುಕ್ತ ಪದವಿ ಪೂರ್ವ ಮಹಾವಿದ್ಯಾಲಯ xyxy=(1161,593,1437,609)
article2-col4-text: ಉಪಾಧ್ಯಕ್ಷಗಳಾಗಿ, ರಾಷ್ಟ್ರಪತಿಯಾಗಿ ಅಪಾರ ಸೇವೆ ಸಲ್ಲಿಸಿದವರು ಡಾ. ರಾಧಾಕೃಷ್ಣನ್ ಅವರು. ರಾಧಾಕೃಷ್ಣನ್ ಅವರು ದೇಶಕ್ಕೆ ಹಾಗೂ ಶಿಕ್ಷಣ ಸಮುದಾಯಕ್ಕೆ ತಮ್ಮದೇ ಆದ ಕೊಡುಗೆ ನೀಡಿದ್ದಾರೆ. ಅವರ ಆದರ್ಶ ಮಾರ್ಗದರ್ಶನದಲ್ಲಿ ಸಾಗೋಣ ಎಂದರು. ಜಿಲ್ಲೆಯಲ್ಲಿ ರಾಜ್ಯ ಪುರಸ್ಕೃತ ಶಿಕ್ಷಕ ಬಿ ಪಿ ಆಲ್ಲೀಗಿರಿ ಅವರು ಸಹ ಶಿಕ್ಷಕರಾಗಿದ್ದು ಅವರ ಹೆಸರನ್ನು ಒಂದು ಉದ್ಯಾನವನಕ್ಕೆ ಬಿ ಪಿ ಆಲ್ಲೀಗಿರಿ ಎಂದು ನಾಮಕರಣ ಮಾಡಲಾಗಿದೆ ಎಂದು ಹೇಳಿದರು. ನಮ್ಮ ಶಿಕ್ಷಣ ವ್ಯವಸ್ಥೆ ಸರಿ ಇದ್ದರೆ ವ್ಯಕ್ತಿ ಸುಧಾರಣೆಯಾಗುತ್ತದೆ. ಒಬ್ಬ ಶಿಕ್ಷಕ ಸಮಾಜದ ಎಲ್ಲ ರಂಗಗಳಲ್ಲಿ ಉತ್ತಮ ಕಾರ್ಯ ನಿರ್ವಹಿಸುವ ವ್ಯಕ್ತಿಗಳನ್ನು ರೂಪಿಸುವ ಕೆಲಸ ಮಾಡುತ್ತಾನೆ. ಶಿಕ್ಷಕರು ಸದಾ ಕಲಿಯುವ ಮನೋಭಾವ ಬೆಳೆಸಿಕೊಳ್ಳಬೇಕು. ನಗರಸಭೆ ಅಧ್ಯಕ್ಷರು ಹಾಗೂ ಜಿಲ್ಲಾ ಪಂಚಾಯತ್ ಮುಖ್ಯ ಕಾರ್ಯನಿರ್ವಾಹಕ ಅಧಿಕಾರಿ ಅವರು ಶಿಕ್ಷಕರ ಸೇವೆಯನ್ನು ಶ್ಲಾಘಿಸಿದರು. ಶಿಕ್ಷಕರು ಮಕ್ಕಳಲ್ಲಿ ಉತ್ತಮ ನಡವಳಿಕೆ, ಶಿಸ್ತು ಹಾಗೂ ಮೌಲ್ಯಗಳನ್ನು ಬೆಳೆಸಬೇಕು. ಗುರುವಿನ ಸ್ಥಾನ ಸಮಾಜದಲ್ಲಿ ಉನ್ನತವಾದದ್ದು ಎಂದರು. ಕಾರ್ಯಕ್ರಮದಲ್ಲಿ ಜಿಲ್ಲೆಯ ವಿವಿಧ ತಾಲೂಕುಗಳ ಉತ್ತಮ ಶಿಕ್ಷಕರನ್ನು ಸನ್ಮಾನಿಸಲಾಯಿತು. ನಿವೃತ್ತ ಶಿಕ್ಷಕರನ್ನು ಗೌರವಿಸಲಾಯಿತು. xyxy=(935,1311,1218,1631)
article2-column-4 xyxy=(935,1310,1218,2017)
article1-col4-text: ವಿದ್ಯಾರ್ಥಿನಿಯರು ಪ್ರಾರ್ಥನೆ ಮಾಡಿದರು. ಚಂದ್ರಶೇಖರ ಎಸ್. ಕಲ್ಯಾಣಪೂರ, ಮುಖ್ಯ ಕಾರ್ಯನಿರ್ವಾಹಕರು, ಗದಗ ಜಿಲ್ಲಾ ಸಹಕಾರ ಯೂನಿಯನ್ ನಿ., ಗದಗ ಇವರು ಸ್ವಾಗತಿಸಿ, ನಿರೂಪಿಸಿದರು ಮತ್ತು ಶ್ರೀಮತಿ ನಿರಂಜನಾ ಸಿ. ಯಲಿಗಾರ, ಮಹಿಳಾ ಸಹಕಾರ ಶಿಕ್ಷಕಿ, ಗದಗ ಜಿಲ್ಲಾ ಸಹಕಾರ ಯೂನಿಯನ್ ನಿ., ಗದಗ ವಂದಿಸಿದರು. xyxy=(893,690,1131,801)
winner-line: ಸೈಂಟ ಜಾನ್ಸ ಕನ್ನಡ ಮಾಧ್ಯಮ ಪ್ರೌಢಶಾಲೆ, ಗದಗ xyxy=(1161,311,1374,327)
